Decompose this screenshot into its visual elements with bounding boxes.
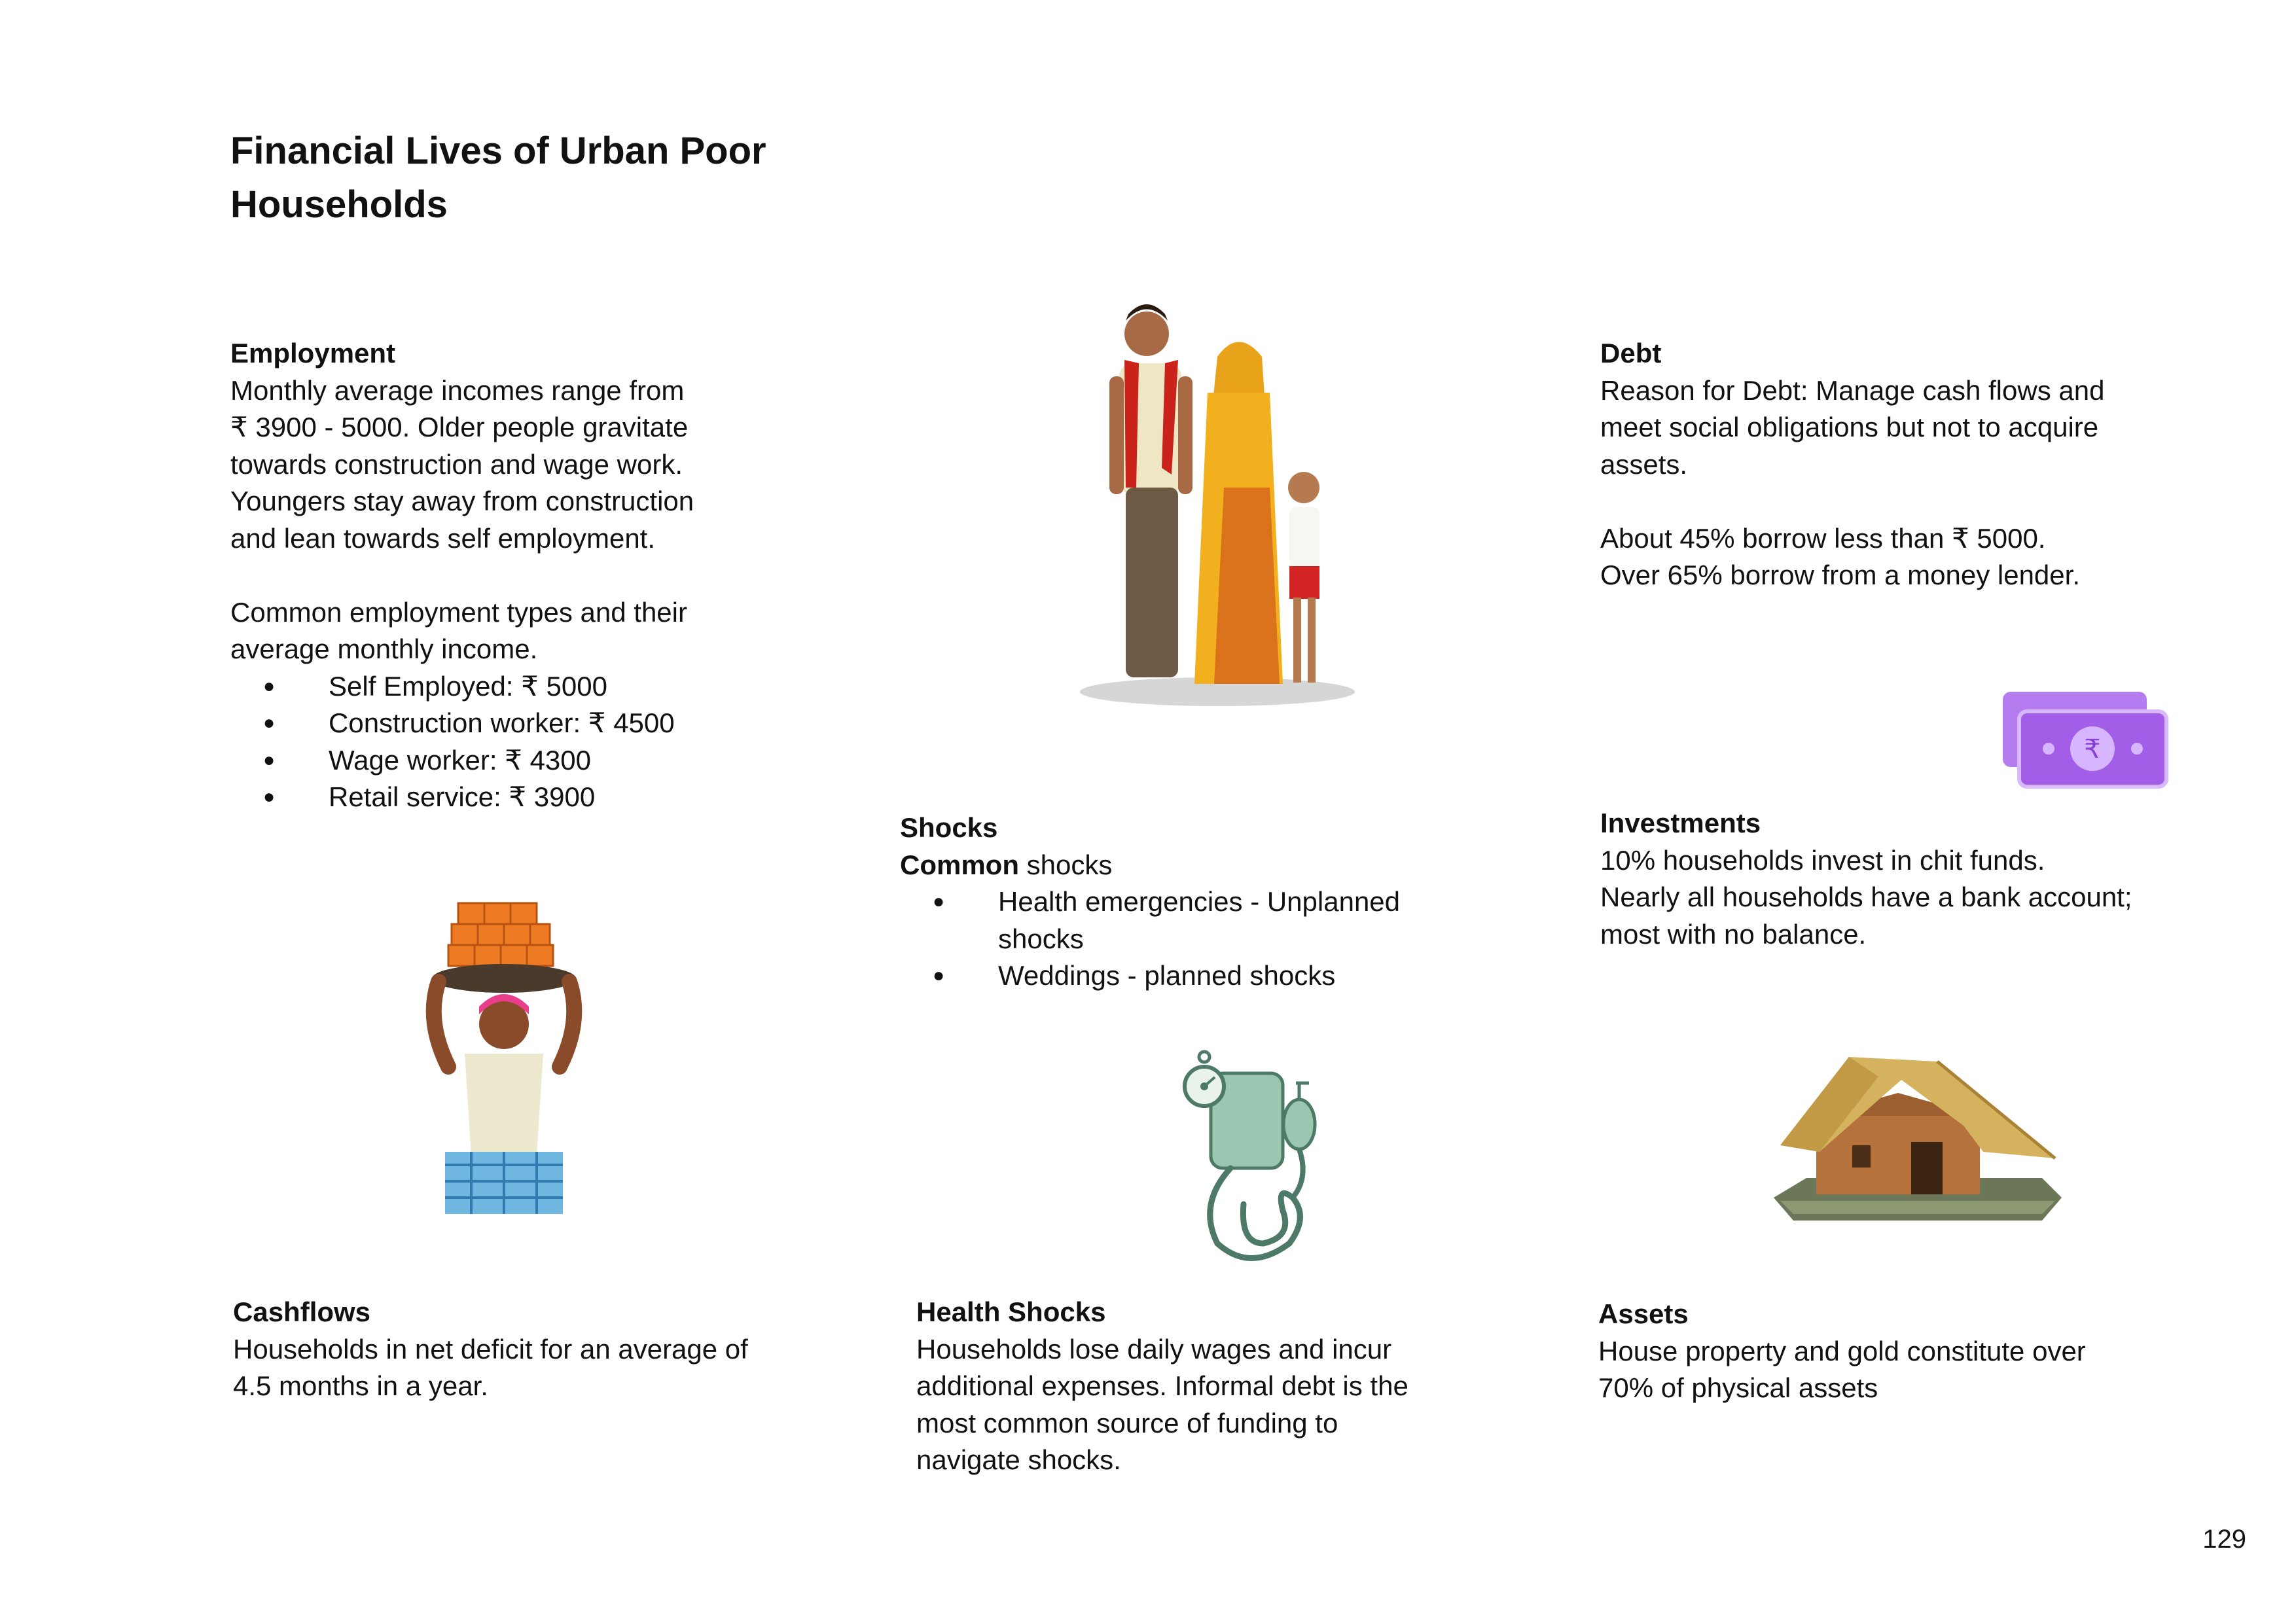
blood-pressure-monitor-icon <box>1178 1047 1348 1270</box>
investments-heading: Investments <box>1600 808 1761 838</box>
page-number: 129 <box>2202 1525 2246 1554</box>
employment-line: Common employment types and their <box>230 596 687 628</box>
cashflows-section <box>233 1294 861 1405</box>
employment-line: and lean towards self employment. <box>230 522 656 554</box>
employment-types-list <box>230 668 819 816</box>
employment-line: towards construction and wage work. <box>230 448 683 480</box>
shocks-sub-rest: shocks <box>1019 849 1113 880</box>
shocks-heading: Shocks <box>900 812 998 843</box>
list-item: ● Wage worker: ₹ 4300 <box>230 742 819 779</box>
list-item: ● Weddings - planned shocks <box>900 957 1469 995</box>
cashflows-line: Households in net deficit for an average of <box>233 1333 748 1364</box>
health-shocks-line: most common source of funding to <box>916 1407 1338 1438</box>
health-shocks-section <box>916 1294 1545 1479</box>
debt-line: assets. <box>1600 448 1688 480</box>
employment-line: Youngers stay away from construction <box>230 486 694 516</box>
cashflows-line: 4.5 months in a year. <box>233 1370 488 1401</box>
health-shocks-heading: Health Shocks <box>916 1296 1106 1327</box>
employment-heading: Employment <box>230 338 396 368</box>
investments-section <box>1600 805 2255 953</box>
shocks-section <box>900 810 1489 995</box>
employment-line: average monthly income. <box>230 633 538 664</box>
health-shocks-line: Households lose daily wages and incur <box>916 1333 1392 1364</box>
construction-worker-illustration <box>419 890 596 1217</box>
assets-section <box>1598 1296 2227 1407</box>
employment-section <box>230 335 819 816</box>
debt-line: About 45% borrow less than ₹ 5000. <box>1600 522 2046 554</box>
shocks-list <box>900 883 1469 995</box>
employment-line: ₹ 3900 - 5000. Older people gravitate <box>230 412 689 442</box>
shocks-sub-bold: Common <box>900 849 1019 880</box>
health-shocks-line: additional expenses. Informal debt is the <box>916 1370 1408 1401</box>
debt-line: Over 65% borrow from a money lender. <box>1600 560 2080 590</box>
hut-house-illustration <box>1767 1054 2068 1230</box>
debt-line: meet social obligations but not to acquire <box>1600 412 2099 442</box>
investments-line: 10% households invest in chit funds. <box>1600 844 2045 876</box>
investments-line: Nearly all households have a bank account; <box>1600 882 2132 912</box>
list-item: ● Construction worker: ₹ 4500 <box>230 705 819 742</box>
investments-line: most with no balance. <box>1600 918 1867 950</box>
employment-line: Monthly average incomes range from <box>230 374 685 406</box>
assets-line: 70% of physical assets <box>1598 1372 1878 1403</box>
debt-section <box>1600 335 2255 594</box>
shocks-subheading <box>900 847 1489 884</box>
assets-line: House property and gold constitute over <box>1598 1335 2086 1366</box>
page-title: Financial Lives of Urban Poor Households <box>230 130 766 226</box>
list-item: ● Health emergencies - Unplanned shocks <box>900 883 1469 957</box>
debt-heading: Debt <box>1600 338 1662 368</box>
list-item: ● Self Employed: ₹ 5000 <box>230 668 819 705</box>
assets-heading: Assets <box>1598 1298 1689 1329</box>
cashflows-heading: Cashflows <box>233 1296 371 1327</box>
family-illustration <box>1073 291 1361 717</box>
health-shocks-line: navigate shocks. <box>916 1444 1121 1475</box>
list-item: ● Retail service: ₹ 3900 <box>230 779 819 816</box>
rupee-notes-icon <box>2000 688 2170 790</box>
svg-text:₹: ₹ <box>2084 734 2101 764</box>
debt-line: Reason for Debt: Manage cash flows and <box>1600 374 2105 406</box>
